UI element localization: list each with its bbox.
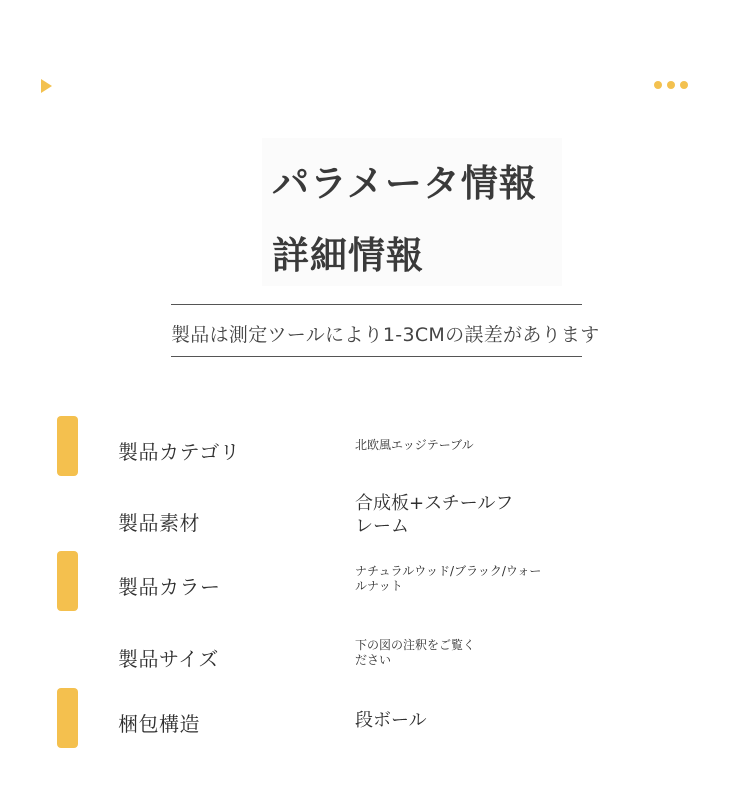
spec-value-color-line2: ルナット xyxy=(355,579,403,593)
spec-value-material xyxy=(355,493,513,538)
spec-value-material-line2: レーム xyxy=(355,515,409,537)
accent-bar xyxy=(57,688,78,748)
measurement-note: 製品は測定ツールにより1-3CMの誤差があります xyxy=(171,324,600,346)
more-dots-icon xyxy=(654,81,688,89)
spec-value-material-line1: 合成板+スチールフ xyxy=(355,493,514,514)
spec-value-color xyxy=(355,564,541,594)
spec-value-size xyxy=(355,638,475,668)
spec-label-size: 製品サイズ xyxy=(118,647,219,671)
page-title: パラメータ情報 xyxy=(272,162,537,205)
dot xyxy=(654,81,662,89)
spec-value-size-line2: ださい xyxy=(355,653,392,667)
accent-bar xyxy=(57,416,78,476)
dot xyxy=(667,81,675,89)
spec-value-color-line1: ナチュラルウッド/ブラック/ウォー xyxy=(355,564,542,578)
spec-label-category: 製品カテゴリ xyxy=(118,440,241,464)
play-triangle-icon xyxy=(41,79,52,93)
spec-label-material: 製品素材 xyxy=(118,511,200,535)
spec-label-packaging: 梱包構造 xyxy=(118,712,200,736)
accent-bar xyxy=(57,551,78,611)
divider-top xyxy=(171,304,582,305)
dot xyxy=(680,81,688,89)
spec-value-packaging: 段ボール xyxy=(355,710,427,731)
spec-value-size-line1: 下の図の注釈をご覧く xyxy=(355,638,476,652)
spec-label-color: 製品カラー xyxy=(118,575,221,599)
divider-bottom xyxy=(171,356,582,357)
spec-value-category: 北欧風エッジテーブル xyxy=(355,438,474,452)
page-subtitle: 詳細情報 xyxy=(272,234,424,277)
